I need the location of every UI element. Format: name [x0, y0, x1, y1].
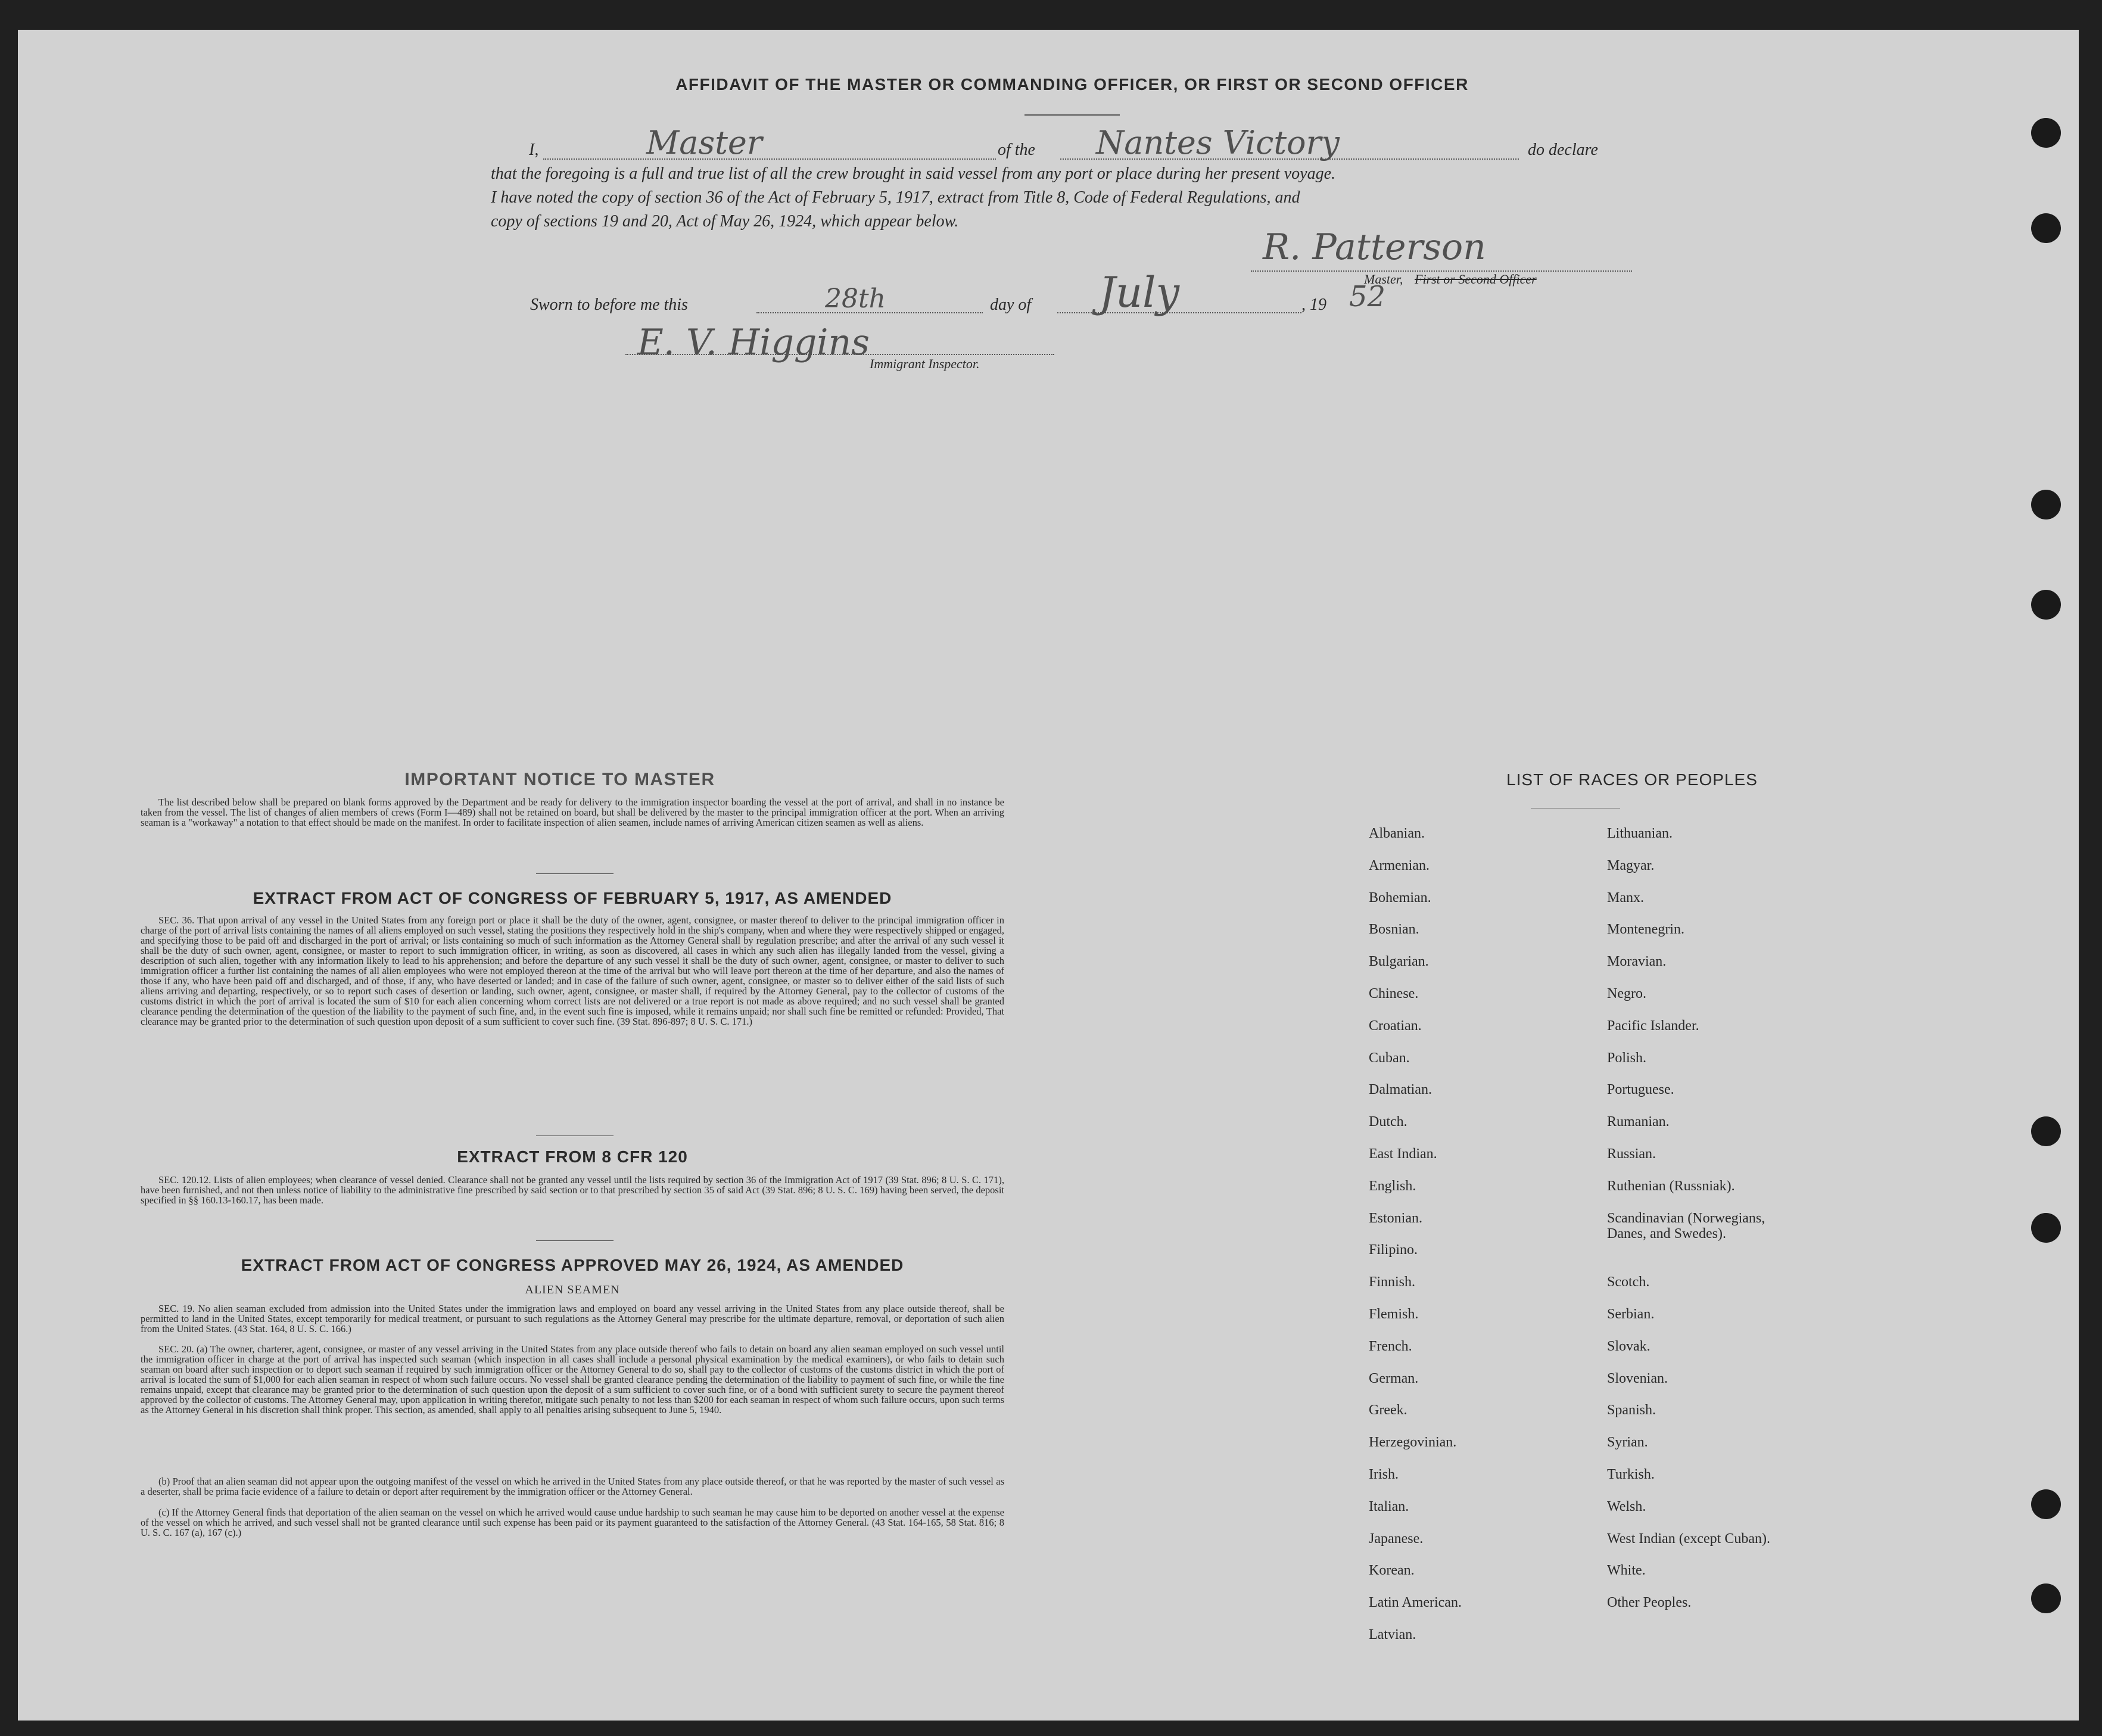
race-item: Slovak. [1607, 1338, 1651, 1354]
race-item: Turkish. [1607, 1467, 1655, 1482]
extract-1917-text: SEC. 36. That upon arrival of any vessel in the United States from any foreign port or place it shall be the duty of the owner, agent, consignee, or master thereof to deliver to the principal immigration officer in charge of the port of arrival lists containing the names of all aliens employed on such vessel, stating the positions they respectively hold in the ship's company, when and where they were respectively shipped or engaged, and specifying those to be paid off and discharged in the port of arrival; or lists containing so much of such information as the Attorney General shall by regulation prescribe; and after the arrival of any such vessel it shall be the duty of such owner, agent, consignee, or master to report to such immigration officer, in writing, as soon as discovered, all cases in which any such alien has illegally landed from the vessel, giving a description of such alien, together with any information likely to lead to his apprehension; and before the departure of any such vessel it shall be the duty of such owner, agent, consignee, or master to deliver to such immigration officer a further list containing the names of all alien employees who were not employed thereon at the time of the arrival but who will leave port thereon at the time of her departure, and also the names of those if any, who have been paid off and discharged, and of those, if any, who have deserted or landed; and in case of the failure of such owner, agent, consignee, or master so to deliver either of the said lists of such aliens arriving and departing, respectively, or so to report such cases of desertion or landing, such owner, agent, consignee, or master shall, if required by the Attorney General, pay to the collector of customs of the customs district in which the port of arrival is located the sum of $10 for each alien concerning whom correct lists are not delivered or a true report is not made as above required; and no such vessel shall be granted clearance pending the determination of the question of the liability to the payment of such fine, and, in the event such fine is imposed, while it remains unpaid; nor shall such fine be remitted or refunded: Provided, That clearance may be granted prior to the determination of such question upon deposit of a sum sufficient to cover such fine. (39 Stat. 896-897; 8 U. S. C. 171.) [141, 914, 1004, 1027]
punch-hole [2031, 1583, 2061, 1613]
race-item: White. [1607, 1563, 1646, 1579]
notice-heading: IMPORTANT NOTICE TO MASTER [404, 770, 715, 789]
punch-hole [2031, 490, 2061, 519]
month-handwritten: July [1099, 268, 1180, 317]
notice-text: The list described below shall be prepared on blank forms approved by the Department and be ready for delivery to the immigration inspector boarding the vessel at the port of arrival, and shall in no instance be taken from the vessel. The list of changes of alien members of crews (Form I—489) shall not be retained on board, but shall be delivered by the master to the principal immigration officer at the port. When an arriving seaman is a "workaway" a notation to that effect should be made on the manifest. In order to facilitate inspection of alien seamen, include names of arriving American citizen seamen as well as aliens. [141, 797, 1004, 828]
punch-hole [2031, 1213, 2061, 1243]
document-page [18, 30, 2079, 1721]
punch-hole [2031, 213, 2061, 243]
extract-cfr-heading: EXTRACT FROM 8 CFR 120 [457, 1147, 688, 1166]
master-label: Master, [1364, 272, 1403, 287]
punch-hole [2031, 1116, 2061, 1146]
race-item: West Indian (except Cuban). [1607, 1530, 1770, 1547]
race-item: Italian. [1369, 1498, 1409, 1514]
extract-1917-rule [536, 1135, 614, 1136]
name-line [543, 158, 996, 160]
race-item: Other Peoples. [1607, 1595, 1692, 1611]
punch-hole [2031, 590, 2061, 620]
race-item: English. [1369, 1178, 1416, 1194]
title-rule [1024, 114, 1120, 116]
race-item: Greek. [1369, 1402, 1407, 1418]
race-item: Moravian. [1607, 954, 1667, 970]
race-item: Serbian. [1607, 1306, 1655, 1322]
vessel-handwritten: Nantes Victory [1096, 124, 1340, 161]
race-item: Portuguese. [1607, 1082, 1674, 1098]
race-item: Korean. [1369, 1563, 1415, 1579]
master-signature: R. Patterson [1263, 226, 1486, 268]
extract-1917-heading: EXTRACT FROM ACT OF CONGRESS OF FEBRUARY 5, 1917, AS AMENDED [253, 889, 892, 907]
extract-1924-heading: EXTRACT FROM ACT OF CONGRESS APPROVED MAY 26, 1924, AS AMENDED [241, 1256, 904, 1274]
race-item: Syrian. [1607, 1435, 1648, 1451]
race-item: Dutch. [1369, 1114, 1407, 1130]
extract-1924-sec19: SEC. 19. No alien seaman excluded from admission into the United States under the immigration laws and employed on board any vessel arriving in the United States from any place outside thereof, shall be permitted to land in the United States, except temporarily for medical treatment, or pursuant to such regulations as the Attorney General may prescribe for the ultimate departure, removal, or deportation of such alien from the United States. (43 Stat. 164, 8 U. S. C. 166.) [141, 1303, 1004, 1334]
race-item: Flemish. [1369, 1306, 1419, 1322]
race-item: Spanish. [1607, 1402, 1656, 1418]
declaration-line-2: I have noted the copy of section 36 of the Act of February 5, 1917, extract from Title 8, Code of Federal Regulations, and [491, 188, 1300, 207]
inspector-label: Immigrant Inspector. [870, 356, 980, 371]
race-item: Magyar. [1607, 857, 1655, 873]
race-item: Bohemian. [1369, 889, 1431, 906]
notice-rule [536, 873, 614, 874]
race-item: Latin American. [1369, 1595, 1462, 1611]
race-item: Scotch. [1607, 1274, 1650, 1290]
punch-hole [2031, 1489, 2061, 1519]
race-item: Slovenian. [1607, 1370, 1668, 1386]
affidavit-title: AFFIDAVIT OF THE MASTER OR COMMANDING OFFICER, OR FIRST OR SECOND OFFICER [675, 75, 1469, 94]
year-handwritten: 52 [1349, 280, 1386, 313]
race-item: East Indian. [1369, 1146, 1437, 1162]
declaration-line-3: copy of sections 19 and 20, Act of May 26, 1924, which appear below. [491, 212, 959, 231]
race-item: Latvian. [1369, 1627, 1416, 1642]
race-item: German. [1369, 1370, 1419, 1386]
race-item: Cuban. [1369, 1050, 1410, 1066]
race-item: Bosnian. [1369, 922, 1419, 938]
race-item: Armenian. [1369, 857, 1430, 873]
race-item: Finnish. [1369, 1274, 1416, 1290]
extract-cfr-text: SEC. 120.12. Lists of alien employees; when clearance of vessel denied. Clearance shall not be granted any vessel until the lists required by section 36 of the Immigration Act of 1917 (39 Stat. 896; 8 U. S. C. 171), have been furnished, and not then unless notice of liability to the administrative fine prescribed by said section or to that prescribed by section 35 of said Act (39 Stat. 896; 8 U. S. C. 169) having been served, the deposit specified in §§ 160.13-160.17, has been made. [141, 1174, 1004, 1206]
race-item: Russian. [1607, 1146, 1656, 1162]
race-item: Estonian. [1369, 1210, 1422, 1226]
race-item: French. [1369, 1338, 1412, 1354]
races-heading: LIST OF RACES OR PEOPLES [1506, 770, 1758, 789]
race-item: Lithuanian. [1607, 826, 1673, 841]
day-handwritten: 28th [825, 284, 886, 314]
race-item: Ruthenian (Russniak). [1607, 1178, 1735, 1194]
race-item: Japanese. [1369, 1530, 1424, 1547]
race-item: Albanian. [1369, 826, 1425, 841]
extract-1924-sec20b: (b) Proof that an alien seaman did not appear upon the outgoing manifest of the vessel on which he arrived in the United States from any place outside thereof, or that he was reported by the master of such vessel as a deserter, shall be prima facie evidence of a failure to detain or deport after requirement by the immigration officer or the Attorney General. [141, 1476, 1004, 1497]
extract-1924-sec20c: (c) If the Attorney General finds that deportation of the alien seaman on the vessel on which he arrived would cause undue hardship to such seaman he may cause him to be deported on another vessel at the expense of the vessel on which he arrived, and such vessel shall not be granted clearance until such expense has been paid or its payment guaranteed to the satisfaction of the Attorney General. (43 Stat. 164-165, 58 Stat. 816; 8 U. S. C. 167 (a), 167 (c).) [141, 1507, 1004, 1538]
race-item: Negro. [1607, 986, 1646, 1001]
of-the-label: of the [998, 141, 1035, 159]
i-label: I, [529, 141, 539, 159]
race-item: Bulgarian. [1369, 954, 1429, 970]
declaration-line-1: that the foregoing is a full and true list of all the crew brought in said vessel from any port or place during her present voyage. [491, 164, 1336, 183]
race-item: Manx. [1607, 889, 1644, 906]
race-item: Filipino. [1369, 1242, 1418, 1258]
race-item: Dalmatian. [1369, 1082, 1432, 1098]
race-item: Irish. [1369, 1467, 1399, 1482]
extract-cfr-rule [536, 1240, 614, 1241]
race-item: Polish. [1607, 1050, 1647, 1066]
race-item: Pacific Islander. [1607, 1018, 1699, 1034]
race-item: Welsh. [1607, 1498, 1646, 1514]
name-handwritten: Master [646, 124, 762, 161]
race-item: Scandinavian (Norwegians, Danes, and Swedes). [1607, 1210, 1765, 1242]
race-item: Herzegovinian. [1369, 1435, 1457, 1451]
alien-seamen-subheading: ALIEN SEAMEN [525, 1283, 620, 1296]
race-item: Montenegrin. [1607, 922, 1684, 938]
sworn-label: Sworn to before me this [530, 295, 688, 314]
struck-officer-label: First or Second Officer [1415, 272, 1537, 287]
do-declare-label: do declare [1528, 141, 1598, 159]
race-item: Rumanian. [1607, 1114, 1670, 1130]
race-item: Chinese. [1369, 986, 1419, 1001]
inspector-signature: E. V. Higgins [637, 322, 870, 363]
inspector-line [625, 354, 1054, 355]
punch-hole [2031, 118, 2061, 148]
extract-1924-sec20a: SEC. 20. (a) The owner, charterer, agent, consignee, or master of any vessel arriving in the United States from any place outside thereof who fails to detain on board any alien seaman employed on such vessel until the immigration officer in charge at the port of arrival has inspected such seaman (which inspection in all cases shall include a personal physical examination by the medical examiners), or who fails to detain such seaman on board after such inspection or to deport such seaman if required by such immigration officer or the Attorney General to do so, shall pay to the collector of customs of the customs district in which the port of arrival is located the sum of $1,000 for each alien seaman in respect of whom such failure occurs. No vessel shall be granted clearance pending the determination of the liability to payment of such fine, or while the fine remains unpaid, except that clearance may be granted prior to the determination of such question upon the deposit of a sum sufficient to cover such fine, or of a bond with sufficient surety to secure the payment thereof approved by the collector of customs. The Attorney General may, upon application in writing therefor, mitigate such penalty to not less than $200 for each seaman in respect of whom such failure occurs, upon such terms as the Attorney General in his discretion shall think proper. This section, as amended, shall apply to all penalties arising subsequent to June 5, 1940. [141, 1343, 1004, 1415]
race-item: Croatian. [1369, 1018, 1422, 1034]
day-of-label: day of [990, 295, 1032, 314]
year-label: , 19 [1301, 295, 1326, 314]
